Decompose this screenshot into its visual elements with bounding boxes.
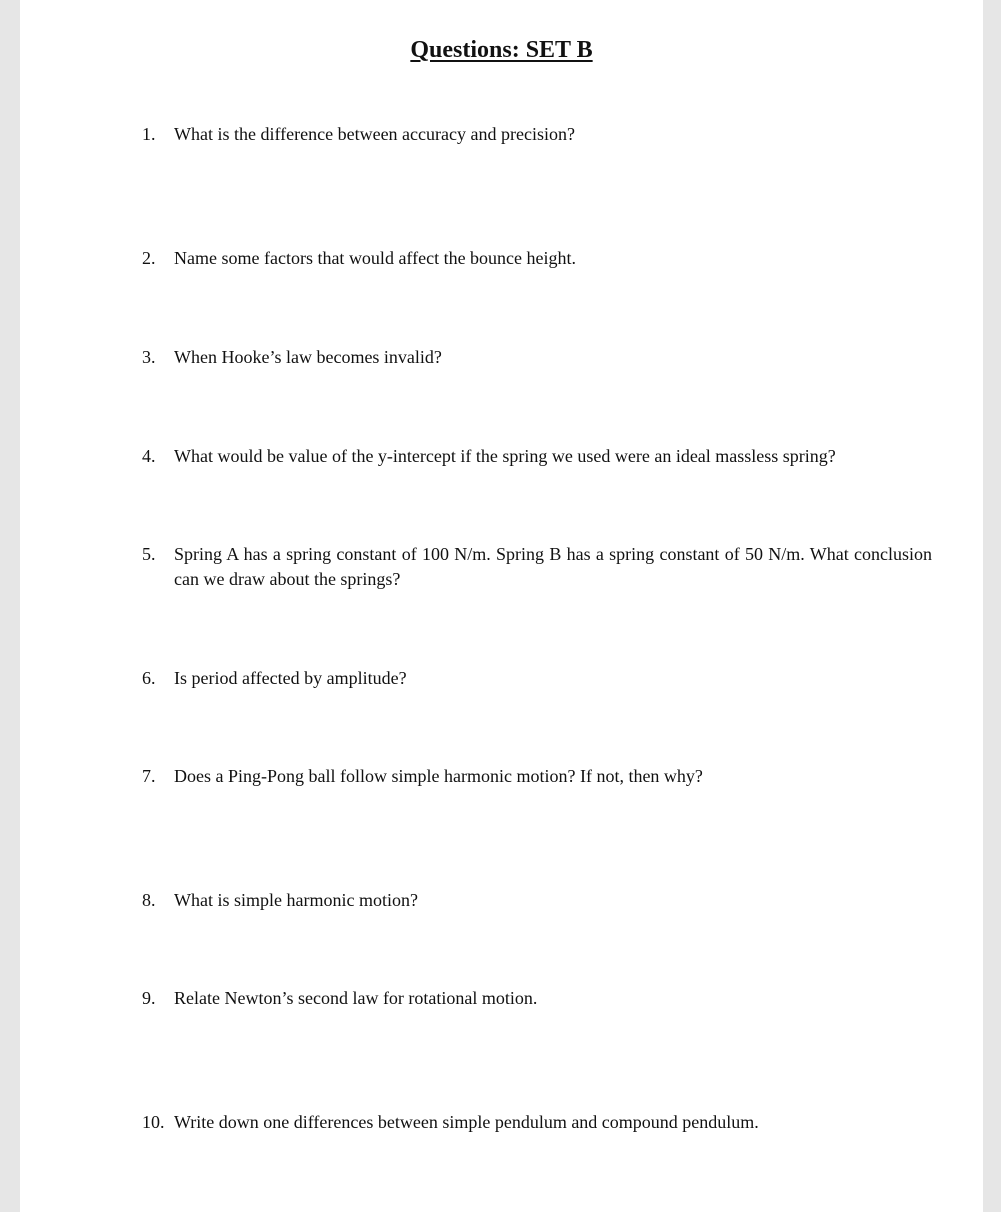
- question-2: [142, 246, 932, 271]
- question-number: 5.: [142, 544, 156, 564]
- question-7: [142, 764, 932, 789]
- question-text: Is period affected by amplitude?: [174, 668, 407, 688]
- question-text: When Hooke’s law becomes invalid?: [174, 347, 442, 367]
- question-text: Write down one differences between simple pendulum and compound pendulum.: [174, 1112, 759, 1132]
- question-text: Does a Ping-Pong ball follow simple harmonic motion? If not, then why?: [174, 766, 703, 786]
- question-number: 10.: [142, 1112, 165, 1132]
- question-9: [142, 986, 932, 1011]
- question-5: [142, 542, 932, 592]
- question-text: Name some factors that would affect the bounce height.: [174, 248, 577, 268]
- question-number: 9.: [142, 988, 156, 1008]
- document-page: [20, 0, 983, 1212]
- question-number: 2.: [142, 248, 156, 268]
- question-text: What would be value of the y-intercept if the spring we used were an ideal massless spring?: [174, 446, 836, 466]
- question-text: What is the difference between accuracy and precision?: [174, 124, 575, 144]
- page-title: Questions: SET B: [410, 37, 593, 63]
- question-number: 7.: [142, 766, 156, 786]
- question-6: [142, 666, 932, 691]
- question-number: 6.: [142, 668, 156, 688]
- question-text: What is simple harmonic motion?: [174, 890, 418, 910]
- question-1: [142, 122, 932, 147]
- question-text: Relate Newton’s second law for rotational motion.: [174, 988, 538, 1008]
- question-4: [142, 444, 932, 469]
- question-3: [142, 345, 932, 370]
- question-number: 8.: [142, 890, 156, 910]
- question-number: 3.: [142, 347, 156, 367]
- question-text: Spring A has a spring constant of 100 N/m. Spring B has a spring constant of 50 N/m. What conclusion can we draw about the springs?: [174, 544, 932, 589]
- question-8: [142, 888, 932, 913]
- question-number: 4.: [142, 446, 156, 466]
- question-10: [142, 1110, 932, 1135]
- question-number: 1.: [142, 124, 156, 144]
